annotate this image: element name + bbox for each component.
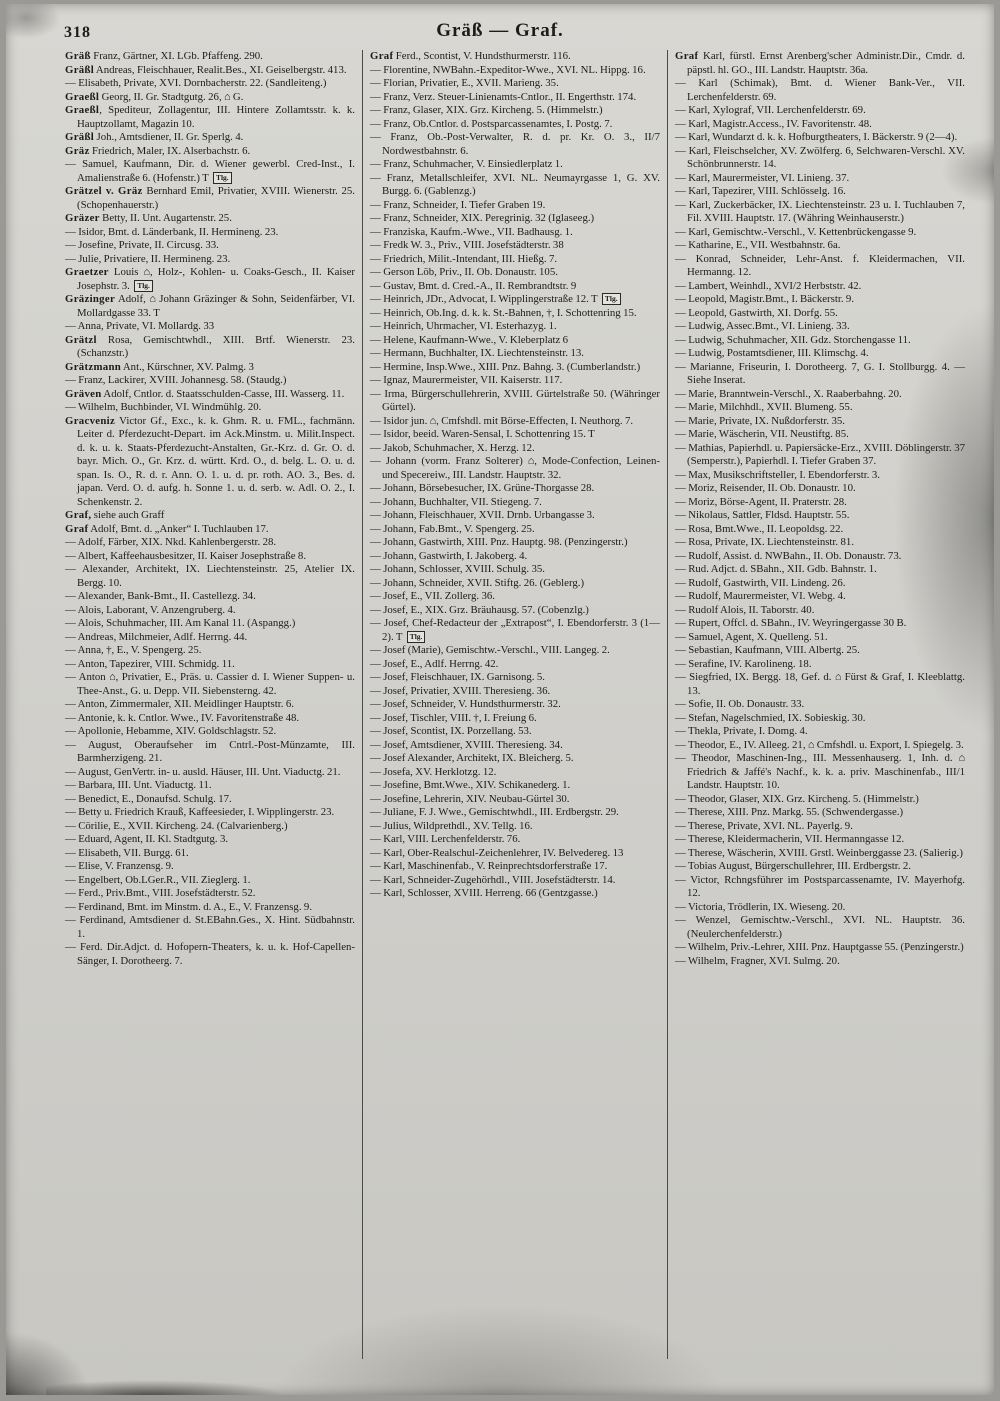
- directory-entry: — Engelbert, Ob.LGer.R., VII. Zieglerg. 1.: [65, 873, 251, 886]
- directory-entry: — Anna, Private, VI. Mollardg. 33: [65, 320, 215, 332]
- directory-entry: — Josef, Schneider, V. Hundsthurmerstr. 32.: [370, 698, 561, 710]
- directory-entry: — Franz, Glaser, XIX. Grz. Kircheng. 5. (Himmelstr.): [370, 104, 603, 116]
- directory-entry: — Fredk W. 3., Priv., VIII. Josefstädterstr. 38: [370, 239, 564, 251]
- directory-entry: — Johann, Gastwirth, I. Jakoberg. 4.: [370, 549, 528, 562]
- directory-entry: — Theodor, E., IV. Alleeg. 21, ⌂ Cmfshdl. u. Export, I. Spiegelg. 3.: [675, 738, 964, 751]
- directory-entry: — Alexander, Bank-Bmt., II. Castellezg. 34.: [65, 590, 256, 602]
- directory-entry: — Karl, Maurermeister, VI. Linieng. 37.: [675, 171, 850, 184]
- directory-entry: — Marie, Private, IX. Nußdorferstr. 35.: [675, 414, 846, 427]
- directory-entry: — Karl, Maschinenfab., V. Reinprechtsdorferstraße 17.: [370, 860, 608, 872]
- directory-entry: — Alois, Schuhmacher, III. Am Kanal 11. (Aspangg.): [65, 617, 296, 629]
- directory-entry: — Marie, Wäscherin, VII. Neustiftg. 85.: [675, 428, 849, 440]
- directory-column-3: [667, 50, 972, 1359]
- directory-entry: — Josef, Tischler, VIII. †, I. Freiung 6.: [370, 711, 537, 724]
- directory-entry: — Anton, Zimmermaler, XII. Meidlinger Hauptstr. 6.: [65, 698, 294, 710]
- directory-entry: — Franz, Metallschleifer, XVI. NL. Neumayrgasse 1, G. XV. Burgg. 6. (Gablenzg.): [370, 171, 660, 197]
- directory-entry: — Gerson Löb, Priv., II. Ob. Donaustr. 105.: [370, 266, 558, 278]
- directory-entry: Graeßl, Spediteur, Zollagentur, III. Hintere Zollamtsstr. k. k. Hauptzollamt, Magazin 10.: [65, 104, 355, 130]
- directory-entry: — Karl, Gemischtw.-Verschl., V. Kettenbrückengasse 9.: [675, 225, 917, 238]
- directory-entry: — Rud. Adjct. d. SBahn., XII. Gdb. Bahnstr. 1.: [675, 563, 877, 575]
- directory-entry: — Wilhelm, Fragner, XVI. Sulmg. 20.: [675, 954, 840, 967]
- directory-entry: — Franz, Schuhmacher, V. Einsiedlerplatz 1.: [370, 158, 563, 170]
- directory-entry: — Sebastian, Kaufmann, VIII. Albertg. 25.: [675, 644, 860, 656]
- directory-entry: — Lambert, Weinhdl., XVI/2 Herbststr. 42.: [675, 279, 862, 292]
- directory-entry: — Julius, Wildprethdl., XV. Tellg. 16.: [370, 819, 533, 832]
- directory-entry: — Samuel, Kaufmann, Dir. d. Wiener gewerbl. Cred-Inst., I. Amalienstraße 6. (Hofenstr.) T Tlg.: [65, 158, 355, 184]
- directory-entry: — Mathias, Papierhdl. u. Papiersäcke-Erz., XVIII. Döblingerstr. 37 (Semperstr.), Papierhdl. I. Tiefer Graben 37.: [675, 441, 965, 467]
- directory-entry: — Johann, Börsebesucher, IX. Grüne-Thorgasse 28.: [370, 482, 595, 494]
- directory-entry: Gräven Adolf, Cntlor. d. Staatsschulden-Casse, III. Wasserg. 11.: [65, 387, 345, 400]
- directory-entry: — Katharine, E., VII. Westbahnstr. 6a.: [675, 239, 841, 251]
- directory-columns: [58, 50, 972, 1359]
- directory-entry: — Julie, Privatiere, II. Hermineng. 23.: [65, 252, 231, 265]
- directory-entry: — Karl, Fleischselcher, XV. Zwölferg. 6, Selchwaren-Verschl. XV. Schönbrunnerstr. 14.: [675, 144, 965, 170]
- entry-surname: Gräß: [65, 50, 91, 62]
- directory-entry: — Jakob, Schuhmacher, X. Herzg. 12.: [370, 441, 535, 454]
- directory-entry: — Ferd., Priv.Bmt., VIII. Josefstädterstr. 52.: [65, 887, 256, 899]
- entry-surname: Graf,: [65, 509, 92, 521]
- directory-entry: — Therese, Kleidermacherin, VII. Hermanngasse 12.: [675, 833, 905, 845]
- directory-entry: Graf, siehe auch Graff: [65, 509, 165, 521]
- directory-entry: — Isidor, beeid. Waren-Sensal, I. Schottenring 15. T: [370, 428, 595, 440]
- directory-entry: — Victoria, Trödlerin, IX. Wieseng. 20.: [675, 900, 846, 913]
- directory-entry: Graetzer Louis ⌂, Holz-, Kohlen- u. Coaks-Gesch., II. Kaiser Josephstr. 3. Tlg.: [65, 266, 355, 292]
- directory-entry: — Samuel, Agent, X. Quelleng. 51.: [675, 630, 828, 643]
- entry-surname: Graeßl: [65, 104, 100, 116]
- directory-entry: — Rudolf, Assist. d. NWBahn., II. Ob. Donaustr. 73.: [675, 549, 902, 562]
- directory-entry: — Therese, Private, XVI. NL. Payerlg. 9.: [675, 819, 853, 832]
- directory-entry: — Benedict, E., Donaufsd. Schulg. 17.: [65, 792, 232, 805]
- directory-entry: — Irma, Bürgerschullehrerin, XVIII. Gürtelstraße 50. (Währinger Gürtel).: [370, 387, 660, 413]
- directory-column-2: [362, 50, 667, 1359]
- directory-entry: — Nikolaus, Sattler, Fldsd. Hauptstr. 55.: [675, 509, 850, 521]
- directory-entry: — Isidor, Bmt. d. Länderbank, II. Hermineng. 23.: [65, 225, 279, 238]
- entry-surname: Gräven: [65, 387, 102, 400]
- directory-entry: — Josef, Amtsdiener, XVIII. Theresieng. 34.: [370, 738, 563, 751]
- directory-entry: — Sofie, II. Ob. Donaustr. 33.: [675, 698, 805, 710]
- directory-entry: — Josef, Fleischhauer, IX. Garnisong. 5.: [370, 671, 545, 683]
- directory-entry: — Wilhelm, Priv.-Lehrer, XIII. Pnz. Hauptgasse 55. (Penzingerstr.): [675, 941, 964, 953]
- directory-entry: — Karl, Ober-Realschul-Zeichenlehrer, IV. Belvedereg. 13: [370, 846, 624, 859]
- entry-surname: Gräzer: [65, 212, 100, 224]
- directory-entry: — Therese, Wäscherin, XVIII. Grstl. Weinberggasse 23. (Salierig.): [675, 846, 963, 859]
- entry-surname: Gräz: [65, 144, 90, 157]
- directory-entry: — Ignaz, Maurermeister, VII. Kaiserstr. 117.: [370, 374, 563, 386]
- telegraph-badge: Tlg.: [602, 293, 621, 305]
- directory-entry: — Alexander, Architekt, IX. Liechtensteinstr. 25, Atelier IX. Bergg. 10.: [65, 563, 355, 589]
- directory-entry: — Marianne, Friseurin, I. Dorotheerg. 7, G. I. Stollburgg. 4. — Siehe Inserat.: [675, 360, 965, 386]
- directory-entry: — Johann (vorm. Franz Solterer) ⌂, Mode-Confection, Leinen- und Specereiw., III. Landstr. Hauptstr. 32.: [370, 455, 660, 481]
- directory-entry: — Josefine, Lehrerin, XIV. Neubau-Gürtel 30.: [370, 792, 570, 805]
- directory-entry: — Josef, E., XIX. Grz. Bräuhausg. 57. (Cobenzlg.): [370, 603, 589, 616]
- directory-entry: — Heinrich, Uhrmacher, VI. Esterhazyg. 1.: [370, 320, 557, 332]
- directory-entry: — Thekla, Private, I. Domg. 4.: [675, 725, 808, 737]
- directory-entry: — Barbara, III. Unt. Viaductg. 11.: [65, 779, 212, 791]
- entry-surname: Graf: [65, 522, 89, 535]
- directory-entry: — Rosa, Private, IX. Liechtensteinstr. 81.: [675, 536, 855, 548]
- directory-entry: — Franziska, Kaufm.-Wwe., VII. Badhausg. 1.: [370, 225, 573, 238]
- directory-entry: — Ferd. Dir.Adjct. d. Hofopern-Theaters, k. u. k. Hof-Capellen-Sänger, I. Dorotheerg. 7.: [65, 941, 355, 967]
- directory-entry: Gracveniz Victor Gf., Exc., k. k. Ghm. R. u. FML., fachmänn. Leiter d. Pferdezucht-Depart. im Ack.Minstm. u. Milit.Inspect. d. k. u. k. Staats-Pferdezucht-Anstalten, Gr.-Krz. d. Gr. O. d. bayr. Mich. O., Gr. Krz. d. württ. Krd. O., d. belg. L. O. u. d. span. Is. O., R. d. r. Ann. O. 1. u. d. pr. roth. AO. 3., Bes. d. japan. Verd. O. d. aufg. h. Sonne 1. u. d. serb. w. Adl. O. 2., I. Schenkenstr. 2.: [65, 414, 355, 508]
- directory-entry: — Josefa, XV. Herklotzg. 12.: [370, 765, 497, 778]
- directory-entry: — Apollonie, Hebamme, XIV. Goldschlagstr. 52.: [65, 725, 277, 737]
- entry-surname: Grätzel v. Gräz: [65, 185, 143, 197]
- scan-smudge: [46, 1369, 306, 1395]
- directory-entry: — Rudolf, Maurermeister, VI. Webg. 4.: [675, 590, 846, 602]
- directory-entry: — Therese, XIII. Pnz. Markg. 55. (Schwendergasse.): [675, 806, 904, 818]
- directory-entry: — Franz, Ob.Cntlor. d. Postsparcassenamtes, I. Postg. 7.: [370, 117, 613, 130]
- directory-entry: Graf Karl, fürstl. Ernst Arenberg'scher Administr.Dir., Cmdr. d. päpstl. hl. GO., III. Landstr. Hauptstr. 36a.: [675, 50, 965, 76]
- directory-entry: — Josef (Marie), Gemischtw.-Verschl., VIII. Langeg. 2.: [370, 644, 610, 656]
- directory-entry: — Tobias August, Bürgerschullehrer, III. Erdbergstr. 2.: [675, 860, 912, 872]
- directory-entry: — Karl, Schlosser, XVIII. Herreng. 66 (Gentzgasse.): [370, 887, 598, 899]
- directory-entry: — Josef, Privatier, XVIII. Theresieng. 36.: [370, 684, 551, 697]
- directory-entry: Gräß Franz, Gärtner, XI. LGb. Pfaffeng. 290.: [65, 50, 263, 62]
- directory-entry: — Franz, Verz. Steuer-Linienamts-Cntlor., II. Engerthstr. 174.: [370, 90, 637, 103]
- directory-entry: — Wilhelm, Buchbinder, VI. Windmühlg. 20.: [65, 401, 262, 413]
- directory-entry: — Rosa, Bmt.Wwe., II. Leopoldsg. 22.: [675, 522, 844, 535]
- directory-entry: — Josefine, Private, II. Circusg. 33.: [65, 239, 219, 251]
- directory-entry: — Moriz, Börse-Agent, II. Praterstr. 28.: [675, 495, 847, 508]
- directory-entry: — Heinrich, Ob.Ing. d. k. k. St.-Bahnen, †, I. Schottenring 15.: [370, 306, 637, 319]
- telegraph-badge: Tlg.: [407, 631, 426, 643]
- directory-entry: — Siegfried, IX. Bergg. 18, Gef. d. ⌂ Fürst & Graf, I. Kleeblattg. 13.: [675, 671, 965, 697]
- directory-entry: — Friedrich, Milit.-Intendant, III. Hießg. 7.: [370, 252, 558, 265]
- entry-surname: Graf: [675, 50, 699, 62]
- directory-entry: — Hermine, Insp.Wwe., XIII. Pnz. Bahng. 3. (Cumberlandstr.): [370, 360, 641, 373]
- directory-entry: — Anton ⌂, Privatier, E., Präs. u. Cassier d. I. Wiener Suppen- u. Thee-Anst., G. u. Depp. VII. Siebensterng. 42.: [65, 671, 355, 697]
- directory-entry: — Elisabeth, Private, XVI. Dornbacherstr. 22. (Sandleiteng.): [65, 77, 327, 89]
- entry-surname: Grätzl: [65, 333, 97, 346]
- directory-entry: — Johann, Buchhalter, VII. Stiegeng. 7.: [370, 495, 542, 508]
- directory-entry: — Karl, Zuckerbäcker, IX. Liechtensteinstr. 23 u. I. Tuchlauben 7, Fil. XVIII. Hauptstr. 17. (Währing Weinhauserstr.): [675, 198, 965, 224]
- directory-entry: — Max, Musikschriftsteller, I. Ebendorferstr. 3.: [675, 468, 880, 481]
- directory-entry: — Florian, Privatier, E., XVII. Marieng. 35.: [370, 77, 559, 89]
- directory-entry: — Marie, Milchhdl., XVII. Blumeng. 55.: [675, 401, 853, 413]
- directory-entry: — August, GenVertr. in- u. ausld. Häuser, III. Unt. Viaductg. 21.: [65, 765, 341, 778]
- directory-entry: — Josef Alexander, Architekt, IX. Bleicherg. 5.: [370, 752, 574, 764]
- directory-entry: — Karl, Schneider-Zugehörhdl., VIII. Josefstädterstr. 14.: [370, 873, 616, 886]
- directory-entry: Graf Ferd., Scontist, V. Hundsthurmerstr. 116.: [370, 50, 571, 62]
- directory-entry: — Johann, Fab.Bmt., V. Spengerg. 25.: [370, 522, 535, 535]
- directory-entry: — Johann, Schlosser, XVIII. Schulg. 35.: [370, 563, 545, 575]
- directory-entry: — Franz, Schneider, XIX. Peregrinig. 32 (Iglaseeg.): [370, 212, 595, 224]
- page-header: Gräß — Graf.: [436, 20, 564, 41]
- entry-surname: Gräzinger: [65, 293, 116, 305]
- directory-entry: — Victor, Rchngsführer im Postsparcassenamte, IV. Mayerhofg. 12.: [675, 873, 965, 899]
- directory-entry: Grätzmann Ant., Kürschner, XV. Palmg. 3: [65, 360, 254, 373]
- scanned-directory-page: [6, 4, 994, 1395]
- directory-entry: — Rudolf Alois, II. Taborstr. 40.: [675, 603, 815, 616]
- directory-entry: — Franz, Schneider, I. Tiefer Graben 19.: [370, 198, 546, 211]
- directory-entry: — Josef, E., Adlf. Herrng. 42.: [370, 657, 499, 670]
- directory-entry: — Betty u. Friedrich Krauß, Kaffeesieder, I. Wipplingerstr. 23.: [65, 806, 335, 818]
- page-head: [6, 18, 994, 48]
- directory-entry: — Marie, Branntwein-Verschl., X. Raaberbahng. 20.: [675, 387, 902, 400]
- directory-entry: — Elisabeth, VII. Burgg. 61.: [65, 846, 189, 859]
- directory-entry: — Juliane, F. J. Wwe., Gemischtwhdl., III. Erdbergstr. 29.: [370, 806, 619, 818]
- directory-entry: — Anton, Tapezirer, VIII. Schmidg. 11.: [65, 657, 235, 670]
- directory-entry: Graf Adolf, Bmt. d. „Anker“ I. Tuchlauben 17.: [65, 522, 269, 535]
- directory-entry: — Franz, Lackirer, XVIII. Johannesg. 58. (Staudg.): [65, 374, 287, 386]
- directory-entry: — Karl, Tapezirer, VIII. Schlösselg. 16.: [675, 185, 846, 197]
- directory-entry: — August, Oberaufseher im Cntrl.-Post-Münzamte, III. Barmherzigeng. 21.: [65, 738, 355, 764]
- directory-entry: — Helene, Kaufmann-Wwe., V. Kleberplatz 6: [370, 333, 569, 346]
- directory-entry: — Adolf, Färber, XIX. Nkd. Kahlenbergerstr. 28.: [65, 536, 277, 548]
- directory-entry: — Franz, Ob.-Post-Verwalter, R. d. pr. Kr. O. 3., II/7 Nordwestbahnstr. 6.: [370, 131, 660, 157]
- directory-entry: — Johann, Fleischhauer, XVII. Drnb. Urbangasse 3.: [370, 509, 595, 521]
- directory-entry: Gräßl Andreas, Fleischhauer, Realit.Bes., XI. Geiselbergstr. 413.: [65, 63, 347, 76]
- directory-entry: — Josef, Chef-Redacteur der „Extrapost“, I. Ebendorferstr. 3 (1—2). T Tlg.: [370, 617, 660, 643]
- directory-entry: — Ferdinand, Bmt. im Minstm. d. A., E., V. Franzensg. 9.: [65, 900, 313, 913]
- directory-entry: — Rudolf, Gastwirth, VII. Lindeng. 26.: [675, 576, 846, 589]
- directory-entry: — Karl, Magistr.Access., IV. Favoritenstr. 48.: [675, 117, 872, 130]
- directory-entry: — Karl, Xylograf, VII. Lerchenfelderstr. 69.: [675, 104, 866, 116]
- entry-surname: Graf: [370, 50, 394, 62]
- entry-surname: Grätzmann: [65, 360, 122, 373]
- directory-entry: — Eduard, Agent, II. Kl. Stadtgutg. 3.: [65, 833, 229, 845]
- directory-entry: — Josef, Scontist, IX. Porzellang. 53.: [370, 725, 532, 737]
- entry-surname: Gracveniz: [65, 414, 116, 427]
- directory-column-1: [58, 50, 362, 1359]
- directory-entry: — Heinrich, JDr., Advocat, I. Wipplingerstraße 12. T Tlg.: [370, 293, 660, 307]
- directory-entry: — Anna, †, E., V. Spengerg. 25.: [65, 644, 202, 656]
- directory-entry: — Leopold, Gastwirth, XI. Dorfg. 55.: [675, 306, 838, 319]
- directory-entry: — Elise, V. Franzensg. 9.: [65, 860, 174, 872]
- directory-entry: — Karl, VIII. Lerchenfelderstr. 76.: [370, 833, 521, 845]
- directory-entry: — Gustav, Bmt. d. Cred.-A., II. Rembrandtstr. 9: [370, 279, 577, 292]
- directory-entry: — Hermann, Buchhalter, IX. Liechtensteinstr. 13.: [370, 347, 584, 359]
- telegraph-badge: Tlg.: [134, 280, 153, 292]
- directory-entry: — Theodor, Maschinen-Ing., III. Messenhauserg. 1, Inh. d. ⌂ Friedrich & Jaffé's Nachf., k. k. a. priv. Maschinenfab., III/1 Landstr. Hauptstr. 10.: [675, 752, 965, 791]
- directory-entry: — Josef, E., VII. Zollerg. 36.: [370, 590, 495, 602]
- directory-entry: Graeßl Georg, II. Gr. Stadtgutg. 26, ⌂ G.: [65, 90, 244, 103]
- directory-entry: — Wenzel, Gemischtw.-Verschl., XVI. NL. Hauptstr. 36. (Neulerchenfelderstr.): [675, 914, 965, 940]
- directory-entry: — Alois, Laborant, V. Anzengruberg. 4.: [65, 603, 236, 616]
- directory-entry: — Johann, Gastwirth, XIII. Pnz. Hauptg. 98. (Penzingerstr.): [370, 536, 628, 548]
- entry-surname: Graeßl: [65, 90, 100, 103]
- directory-entry: — Ludwig, Assec.Bmt., VI. Linieng. 33.: [675, 320, 850, 332]
- directory-entry: — Stefan, Nagelschmied, IX. Sobieskig. 30.: [675, 711, 866, 724]
- telegraph-badge: Tlg.: [213, 172, 232, 184]
- directory-entry: — Moriz, Reisender, II. Ob. Donaustr. 10.: [675, 482, 856, 494]
- directory-entry: Gräßl Joh., Amtsdiener, II. Gr. Sperlg. 4.: [65, 131, 244, 143]
- directory-entry: Gräzer Betty, II. Unt. Augartenstr. 25.: [65, 212, 232, 224]
- directory-entry: — Antonie, k. k. Cntlor. Wwe., IV. Favoritenstraße 48.: [65, 711, 300, 724]
- directory-entry: — Florentine, NWBahn.-Expeditor-Wwe., XVI. NL. Hippg. 16.: [370, 63, 646, 76]
- directory-entry: Gräzinger Adolf, ⌂ Johann Gräzinger & Sohn, Seidenfärber, VI. Mollardgasse 33. T: [65, 293, 355, 319]
- directory-entry: Grätzl Rosa, Gemischtwhdl., XIII. Brtf. Wienerstr. 23. (Schanzstr.): [65, 333, 355, 359]
- directory-entry: — Theodor, Glaser, XIX. Grz. Kircheng. 5. (Himmelstr.): [675, 792, 919, 805]
- directory-entry: — Cörilie, E., XVII. Kircheng. 24. (Calvarienberg.): [65, 819, 288, 832]
- page-number: 318: [64, 24, 91, 41]
- directory-entry: — Karl, Wundarzt d. k. k. Hofburgtheaters, I. Bäckerstr. 9 (2—4).: [675, 131, 958, 143]
- directory-entry: Gräz Friedrich, Maler, IX. Alserbachstr. 6.: [65, 144, 251, 157]
- directory-entry: — Karl (Schimak), Bmt. d. Wiener Bank-Ver., VII. Lerchenfelderstr. 69.: [675, 77, 965, 103]
- entry-surname: Gräßl: [65, 131, 95, 143]
- directory-entry: — Albert, Kaffeehausbesitzer, II. Kaiser Josephstraße 8.: [65, 549, 307, 562]
- directory-entry: — Serafine, IV. Karolineng. 18.: [675, 657, 812, 670]
- directory-entry: Grätzel v. Gräz Bernhard Emil, Privatier, XVIII. Wienerstr. 25. (Schopenhauerstr.): [65, 185, 356, 211]
- directory-entry: — Ludwig, Schuhmacher, XII. Gdz. Storchengasse 11.: [675, 333, 911, 346]
- entry-surname: Graetzer: [65, 266, 109, 278]
- directory-entry: — Leopold, Magistr.Bmt., I. Bäckerstr. 9.: [675, 293, 855, 305]
- directory-entry: — Isidor jun. ⌂, Cmfshdl. mit Börse-Effecten, I. Neuthorg. 7.: [370, 414, 634, 427]
- entry-surname: Gräßl: [65, 63, 95, 76]
- directory-entry: — Konrad, Schneider, Lehr-Anst. f. Kleidermachen, VII. Hermanng. 12.: [675, 252, 965, 278]
- directory-entry: — Johann, Schneider, XVII. Stiftg. 26. (Geblerg.): [370, 576, 585, 589]
- directory-entry: — Ludwig, Postamtsdiener, III. Klimschg. 4.: [675, 347, 869, 359]
- directory-entry: — Josefine, Bmt.Wwe., XIV. Schikanederg. 1.: [370, 779, 571, 791]
- directory-entry: — Rupert, Offcl. d. SBahn., IV. Weyringergasse 30 B.: [675, 617, 907, 629]
- directory-entry: — Ferdinand, Amtsdiener d. St.EBahn.Ges., X. Hint. Südbahnstr. 1.: [65, 914, 355, 940]
- directory-entry: — Andreas, Milchmeier, Adlf. Herrng. 44.: [65, 630, 248, 643]
